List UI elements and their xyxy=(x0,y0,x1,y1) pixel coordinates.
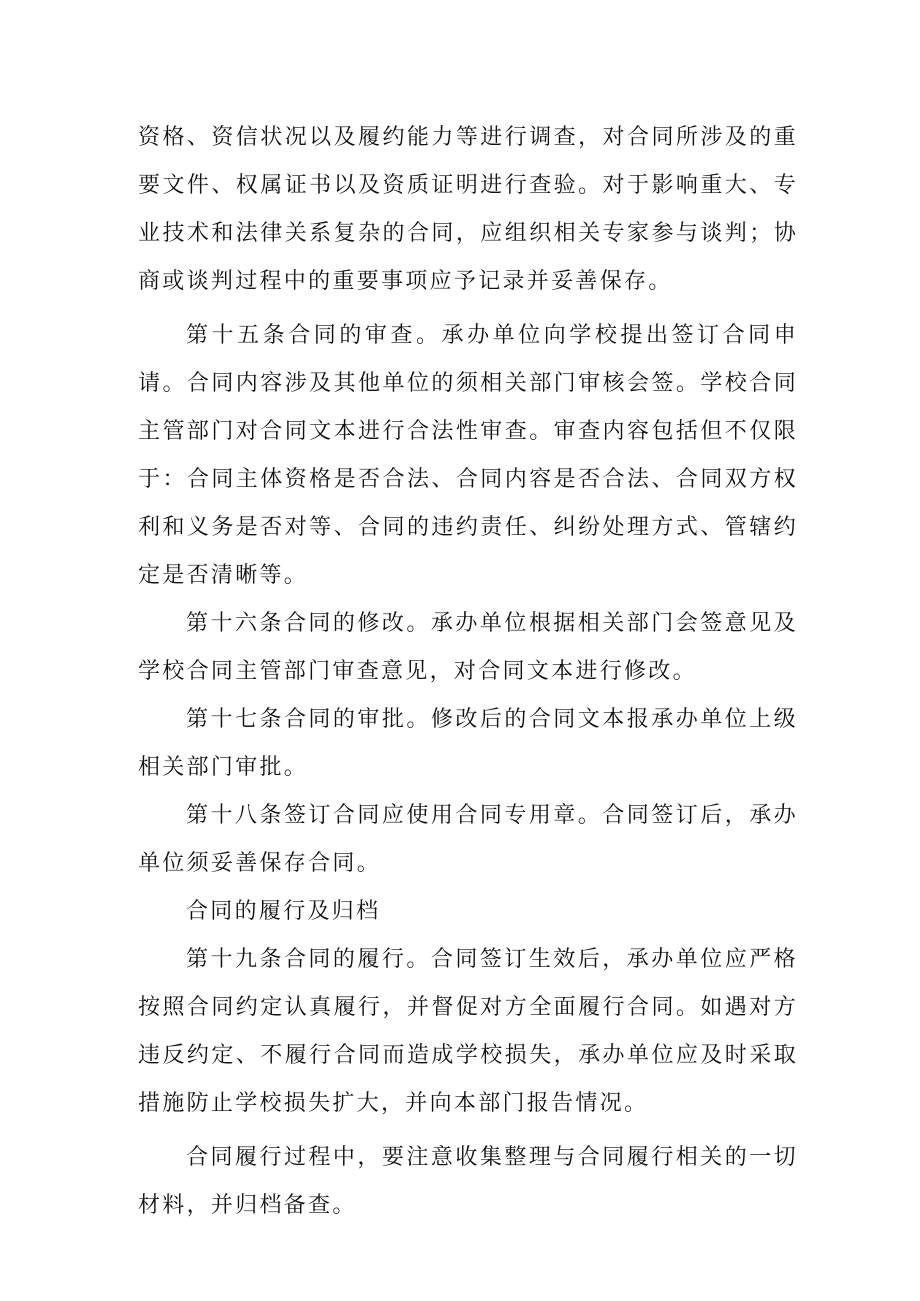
paragraph-continuation: 资格、资信状况以及履约能力等进行调查，对合同所涉及的重要文件、权属证书以及资质证明进行查验。对于影响重大、专业技术和法律关系复杂的合同，应组织相关专家参与谈判；协商或谈判过程中的重要事项应予记录并妥善保存。 xyxy=(138,125,798,294)
section-heading: 合同的履行及归档 xyxy=(186,899,381,924)
document-body xyxy=(138,114,798,1230)
paragraph-article-18: 第十八条签订合同应使用合同专用章。合同签订后，承办单位须妥善保存合同。 xyxy=(138,803,798,876)
paragraph-archiving: 合同履行过程中，要注意收集整理与合同履行相关的一切材料，并归档备查。 xyxy=(138,1145,798,1218)
paragraph-article-17: 第十七条合同的审批。修改后的合同文本报承办单位上级相关部门审批。 xyxy=(138,707,798,780)
paragraph-article-15: 第十五条合同的审查。承办单位向学校提出签订合同申请。合同内容涉及其他单位的须相关部门审核会签。学校合同主管部门对合同文本进行合法性审查。审查内容包括但不仅限于：合同主体资格是否合法、合同内容是否合法、合同双方权利和义务是否对等、合同的违约责任、纠纷处理方式、管辖约定是否清晰等。 xyxy=(138,323,798,588)
paragraph-article-16: 第十六条合同的修改。承办单位根据相关部门会签意见及学校合同主管部门审查意见，对合同文本进行修改。 xyxy=(138,611,798,684)
paragraph-article-19: 第十九条合同的履行。合同签订生效后，承办单位应严格按照合同约定认真履行，并督促对方全面履行合同。如遇对方违反约定、不履行合同而造成学校损失，承办单位应及时采取措施防止学校损失扩大，并向本部门报告情况。 xyxy=(138,947,798,1116)
